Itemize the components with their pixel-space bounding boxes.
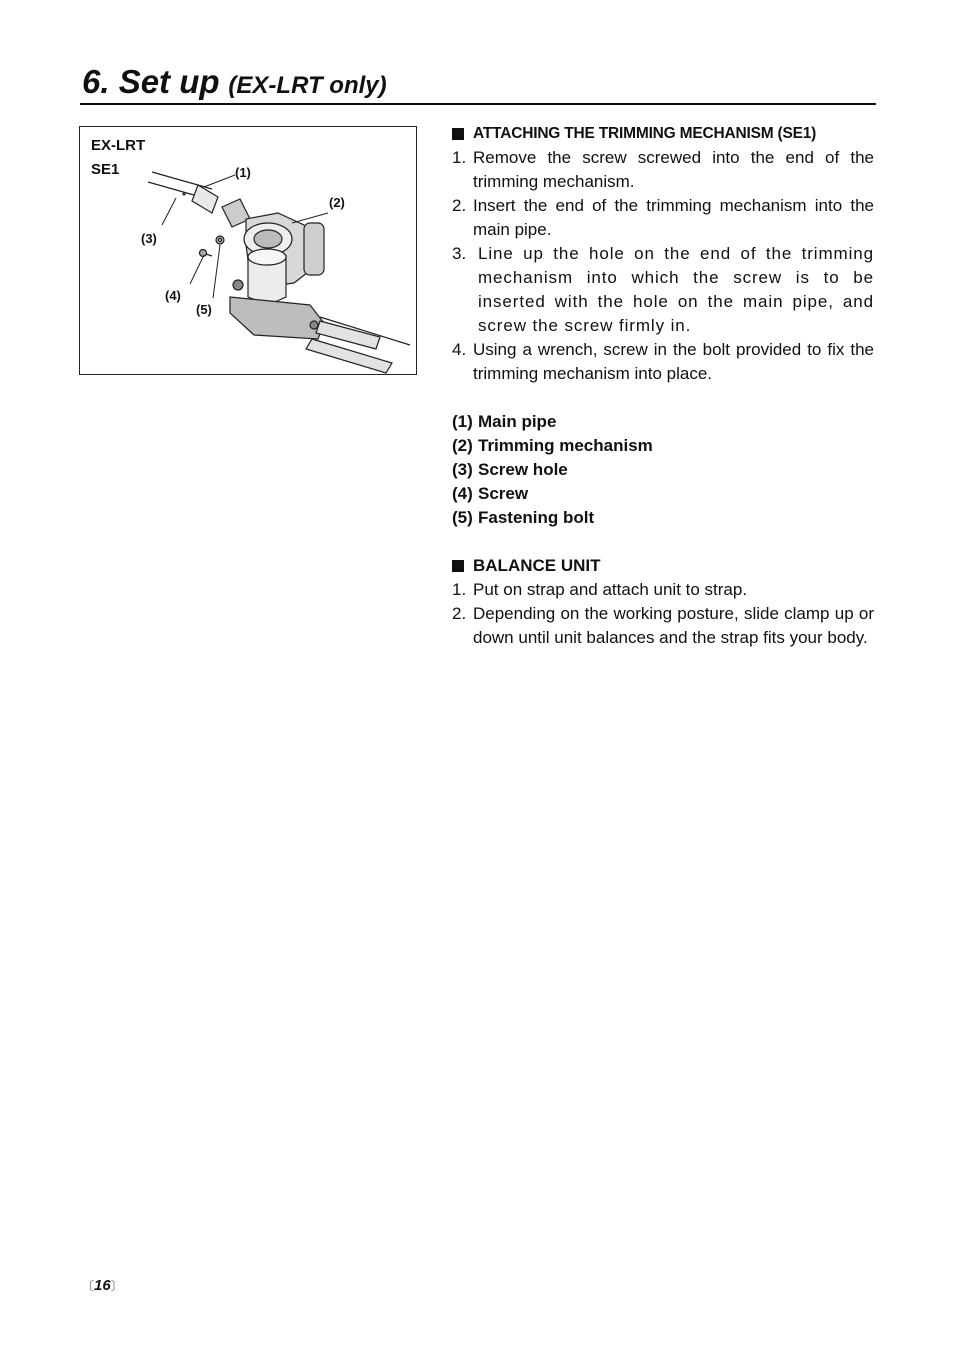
callout-2: (2) — [329, 195, 345, 210]
legend-key: (2) — [452, 436, 473, 455]
trimming-section-heading — [452, 122, 874, 146]
page-title-main: 6. Set up — [82, 63, 220, 100]
callout-5: (5) — [196, 302, 212, 317]
step-text: Depending on the working posture, slide clamp up or down until unit balances and the strap fits your body. — [473, 604, 874, 647]
legend-label: Fastening bolt — [478, 508, 595, 527]
step-number: 1. — [452, 148, 467, 167]
figure-box — [79, 126, 417, 375]
page-number-bracket-right: 〕 — [110, 1279, 123, 1293]
legend-label: Trimming mechanism — [478, 436, 653, 455]
square-bullet-icon — [452, 128, 464, 140]
parts-legend — [452, 410, 874, 530]
list-item — [452, 578, 874, 602]
balance-section-title: BALANCE UNIT — [473, 556, 601, 575]
legend-item — [452, 434, 874, 458]
page-number-bracket-left: 〔 — [82, 1279, 95, 1293]
legend-key: (4) — [452, 484, 473, 503]
list-item — [452, 194, 874, 242]
legend-item — [452, 482, 874, 506]
step-text: Line up the hole on the end of the trimming mechanism into which the screw is to be inserted with the hole on the main pipe, and screw the screw firmly in. — [478, 244, 874, 335]
step-number: 1. — [452, 580, 467, 599]
balance-steps-list — [452, 578, 874, 650]
main-pipe-drawing — [148, 172, 218, 213]
trimming-section-title: ATTACHING THE TRIMMING MECHANISM (SE1) — [473, 125, 817, 142]
square-bullet-icon — [452, 560, 464, 572]
instructions-column — [452, 122, 874, 650]
figure-model-line1: EX-LRT — [91, 137, 146, 154]
callout-3: (3) — [141, 231, 157, 246]
balance-section-heading — [452, 554, 874, 578]
legend-item — [452, 458, 874, 482]
callout-1: (1) — [235, 165, 251, 180]
legend-label: Screw — [478, 484, 529, 503]
legend-item — [452, 506, 874, 530]
step-text: Remove the screw screwed into the end of the trimming mechanism. — [473, 148, 874, 191]
step-number: 2. — [452, 604, 467, 623]
trimming-mechanism-drawing — [222, 199, 410, 373]
list-item — [452, 146, 874, 194]
step-number: 2. — [452, 196, 467, 215]
step-text: Using a wrench, screw in the bolt provided to fix the trimming mechanism into place. — [473, 340, 874, 383]
title-rule — [80, 103, 876, 105]
legend-key: (1) — [452, 412, 473, 431]
step-text: Insert the end of the trimming mechanism into the main pipe. — [473, 196, 874, 239]
page-number — [82, 1277, 123, 1294]
list-item — [452, 338, 874, 386]
legend-label: Screw hole — [478, 460, 568, 479]
legend-key: (3) — [452, 460, 473, 479]
page-number-value: 16 — [94, 1277, 111, 1294]
legend-key: (5) — [452, 508, 473, 527]
legend-item — [452, 410, 874, 434]
page-title-sub: (EX-LRT only) — [228, 72, 387, 99]
legend-label: Main pipe — [478, 412, 557, 431]
step-number: 3. — [452, 244, 467, 263]
page-title — [82, 62, 387, 106]
list-item — [452, 242, 874, 338]
trimming-steps-list — [452, 146, 874, 386]
step-number: 4. — [452, 340, 467, 359]
callout-4: (4) — [165, 288, 181, 303]
list-item — [452, 602, 874, 650]
step-text: Put on strap and attach unit to strap. — [473, 580, 748, 599]
figure-model-line2: SE1 — [91, 161, 120, 178]
